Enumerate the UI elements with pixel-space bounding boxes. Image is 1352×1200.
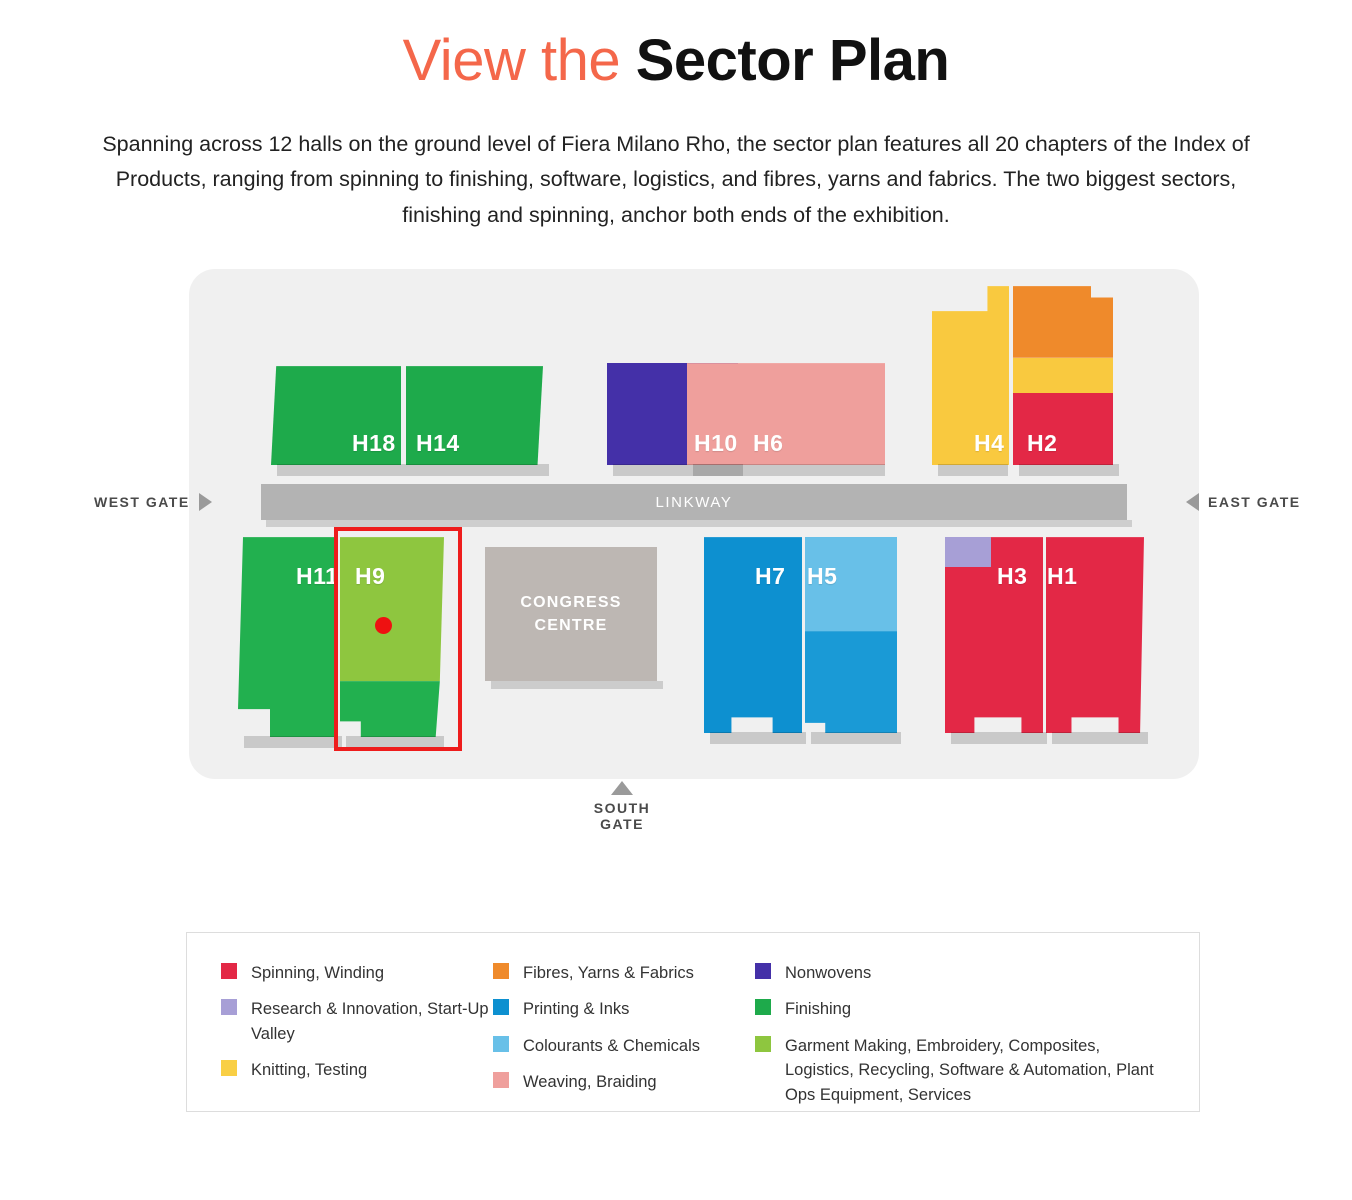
hall-h9-upper	[340, 537, 444, 681]
page-title-bold: Sector Plan	[635, 28, 950, 93]
legend-swatch-nonwovens	[755, 963, 771, 979]
hall-h3-shadow	[951, 732, 1047, 744]
hall-h6-shadow	[693, 464, 885, 476]
linkway-shadow	[266, 520, 1132, 527]
legend-columns	[187, 933, 1199, 1119]
congress-line-1: CONGRESS	[520, 593, 622, 611]
hall-h3-research-corner	[945, 537, 991, 567]
linkway: LINKWAY	[261, 484, 1127, 520]
legend-item	[755, 997, 1155, 1021]
legend-label: Research & Innovation, Start-Up Valley	[251, 1000, 489, 1043]
hall-h3-label: H3	[997, 563, 1028, 590]
hall-h4-label: H4	[974, 430, 1005, 457]
hall-h7-label: H7	[755, 563, 786, 590]
hall-h5-lower	[805, 631, 897, 733]
legend-swatch-finishing	[755, 999, 771, 1015]
hall-h10-label: H10	[694, 430, 738, 457]
legend-swatch-spinning-winding	[221, 963, 237, 979]
legend-item	[493, 1070, 755, 1094]
hall-h11-shadow	[244, 736, 342, 748]
hall-h1-label: H1	[1047, 563, 1078, 590]
east-gate	[1186, 493, 1301, 511]
legend-swatch-knitting-testing	[221, 1060, 237, 1076]
legend-item	[221, 997, 493, 1046]
legend-label: Garment Making, Embroidery, Composites, Logistics, Recycling, Software & Automation, Plant Ops Equipment, Services	[785, 1036, 1154, 1104]
congress-line-2: CENTRE	[534, 617, 608, 635]
legend-label: Spinning, Winding	[251, 964, 384, 982]
legend-label: Printing & Inks	[523, 1000, 630, 1019]
legend-column-3	[755, 961, 1155, 1119]
congress-centre[interactable]	[485, 547, 657, 681]
page-title-accent: View the	[402, 28, 636, 93]
hall-h2-label: H2	[1027, 430, 1058, 457]
legend-item	[755, 961, 1155, 985]
legend-panel	[186, 932, 1200, 1112]
legend-item	[493, 997, 755, 1021]
hall-h11-label: H11	[296, 563, 339, 590]
legend-item	[755, 1034, 1155, 1107]
legend-swatch-weaving-braiding	[493, 1072, 509, 1088]
south-gate-label: SOUTH GATE	[593, 800, 651, 833]
legend-item	[493, 1034, 755, 1058]
hall-h9-label: H9	[355, 563, 386, 590]
legend-swatch-fibres-yarns-fabrics	[493, 963, 509, 979]
legend-label: Fibres, Yarns & Fabrics	[523, 964, 694, 982]
arrow-right-icon	[199, 493, 212, 511]
west-gate-label: WEST GATE	[94, 494, 190, 511]
hall-h9-lower	[340, 681, 444, 737]
page-title	[0, 28, 1352, 95]
legend-swatch-printing-inks	[493, 999, 509, 1015]
legend-column-2	[493, 961, 755, 1119]
congress-centre-shadow	[491, 681, 663, 689]
hall-h5-shadow	[811, 732, 901, 744]
congress-centre-label	[520, 591, 621, 637]
legend-swatch-research-innovation	[221, 999, 237, 1015]
hall-h2-band-yellow	[1013, 358, 1113, 394]
sector-map	[0, 269, 1352, 889]
hall-h1-shadow	[1052, 732, 1148, 744]
south-gate	[572, 781, 672, 832]
hall-h9-shadow	[346, 736, 444, 748]
legend-label: Knitting, Testing	[251, 1061, 368, 1080]
arrow-left-icon	[1186, 493, 1199, 511]
hall-h18-label: H18	[352, 430, 396, 457]
hall-h7-shadow	[710, 732, 806, 744]
legend-label: Nonwovens	[785, 964, 872, 982]
hall-h2-band-orange	[1013, 286, 1113, 358]
legend-item	[493, 961, 755, 985]
location-marker-dot	[375, 617, 392, 634]
legend-item	[221, 961, 493, 985]
hall-h6-label: H6	[753, 430, 784, 457]
west-gate	[94, 493, 212, 511]
hall-h7[interactable]	[704, 537, 802, 733]
legend-swatch-garment-making	[755, 1036, 771, 1052]
legend-label: Weaving, Braiding	[523, 1073, 657, 1092]
intro-paragraph: Spanning across 12 halls on the ground level of Fiera Milano Rho, the sector plan features all 20 chapters of the Index of Products, ranging from spinning to finishing, software, logistics, and fibres, yarns and fabrics. The two biggest sectors, finishing and spinning, anchor both ends of the exhibition.	[102, 131, 1250, 227]
legend-swatch-colourants-chemicals	[493, 1036, 509, 1052]
hall-h18-shadow	[277, 464, 549, 476]
legend-label: Colourants & Chemicals	[523, 1036, 700, 1055]
hall-h4-shadow	[938, 464, 1008, 476]
hall-h14-label: H14	[416, 430, 460, 457]
legend-item	[221, 1058, 493, 1082]
legend-label: Finishing	[785, 1000, 852, 1019]
hall-h5-label: H5	[807, 563, 838, 590]
hall-h2-shadow	[1019, 464, 1119, 476]
legend-column-1	[221, 961, 493, 1119]
east-gate-label: EAST GATE	[1208, 494, 1301, 511]
arrow-up-icon	[611, 781, 633, 795]
